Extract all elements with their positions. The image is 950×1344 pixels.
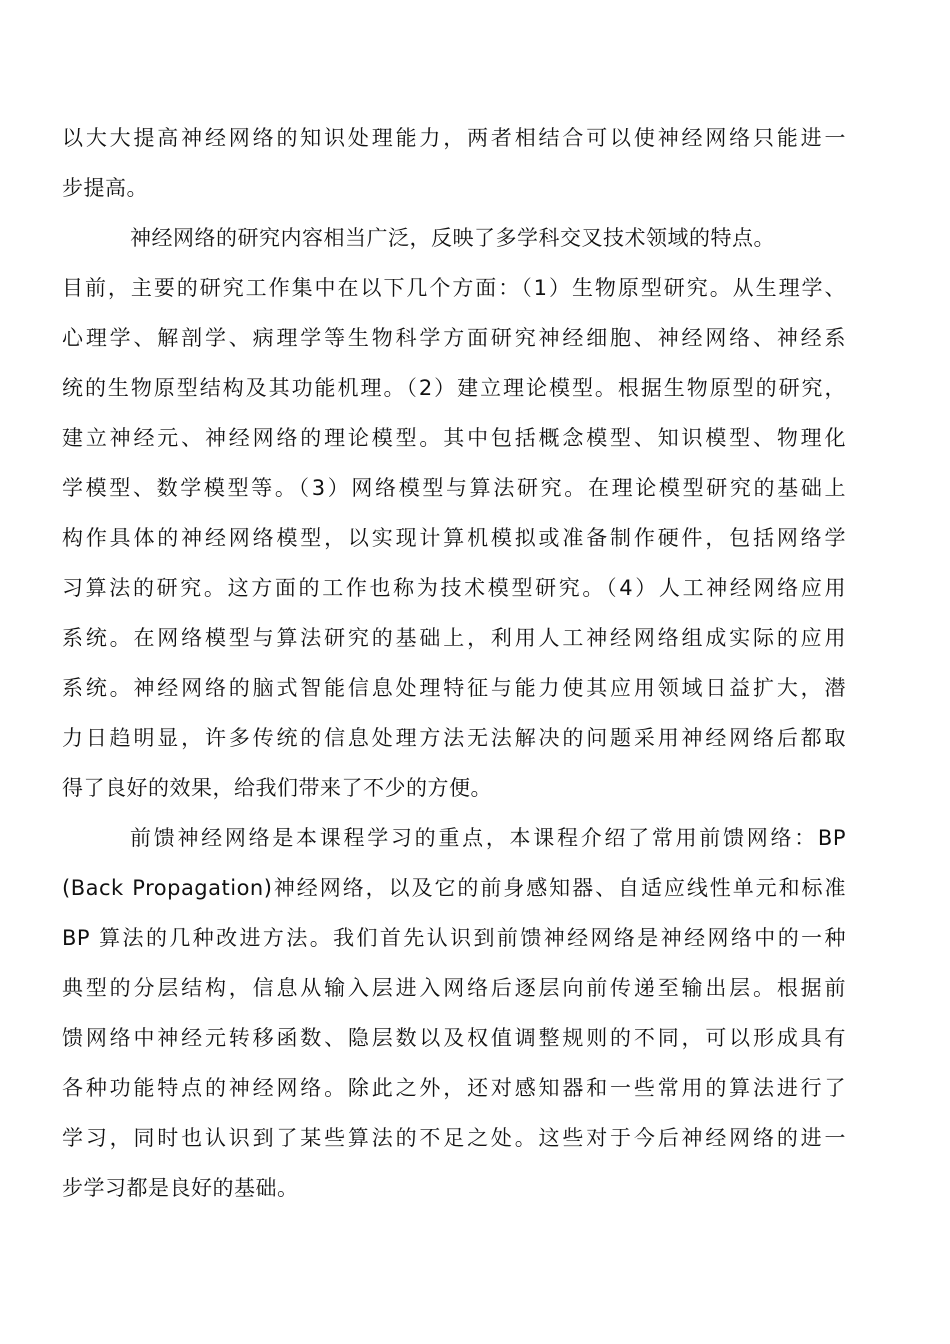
text-line: 学模型、数学模型等。（3）网络模型与算法研究。在理论模型研究的基础上 (62, 476, 846, 500)
text-line: 典型的分层结构，信息从输入层进入网络后逐层向前传递至输出层。根据前 (62, 976, 846, 1000)
text-line: 系统。神经网络的脑式智能信息处理特征与能力使其应用领域日益扩大，潜 (62, 676, 846, 700)
text-line: 步提高。 (62, 176, 148, 200)
text-line: 构作具体的神经网络模型，以实现计算机模拟或准备制作硬件，包括网络学 (62, 526, 846, 550)
text-line: 力日趋明显，许多传统的信息处理方法无法解决的问题采用神经网络后都取 (62, 726, 846, 750)
text-line: 馈网络中神经元转移函数、隐层数以及权值调整规则的不同，可以形成具有 (62, 1026, 846, 1050)
text-line: 得了良好的效果，给我们带来了不少的方便。 (62, 776, 492, 800)
text-line: 习算法的研究。这方面的工作也称为技术模型研究。（4）人工神经网络应用 (62, 576, 846, 600)
text-line: 系统。在网络模型与算法研究的基础上，利用人工神经网络组成实际的应用 (62, 626, 846, 650)
text-line: 以大大提高神经网络的知识处理能力，两者相结合可以使神经网络只能进一 (62, 126, 846, 150)
text-line: 学习，同时也认识到了某些算法的不足之处。这些对于今后神经网络的进一 (62, 1126, 846, 1150)
text-line: 建立神经元、神经网络的理论模型。其中包括概念模型、知识模型、物理化 (62, 426, 846, 450)
text-line: 心理学、解剖学、病理学等生物科学方面研究神经细胞、神经网络、神经系 (62, 326, 846, 350)
text-line: 目前，主要的研究工作集中在以下几个方面：（1）生物原型研究。从生理学、 (62, 276, 846, 300)
text-line: 统的生物原型结构及其功能机理。（2）建立理论模型。根据生物原型的研究， (62, 376, 846, 400)
text-line: 各种功能特点的神经网络。除此之外，还对感知器和一些常用的算法进行了 (62, 1076, 846, 1100)
text-line: 神经网络的研究内容相当广泛，反映了多学科交叉技术领域的特点。 (130, 226, 775, 250)
text-line: BP 算法的几种改进方法。我们首先认识到前馈神经网络是神经网络中的一种 (62, 926, 846, 950)
text-line: 前馈神经网络是本课程学习的重点，本课程介绍了常用前馈网络：BP (130, 826, 846, 850)
text-line: (Back Propagation)神经网络，以及它的前身感知器、自适应线性单元和标准 (62, 876, 846, 900)
text-line: 步学习都是良好的基础。 (62, 1176, 299, 1200)
